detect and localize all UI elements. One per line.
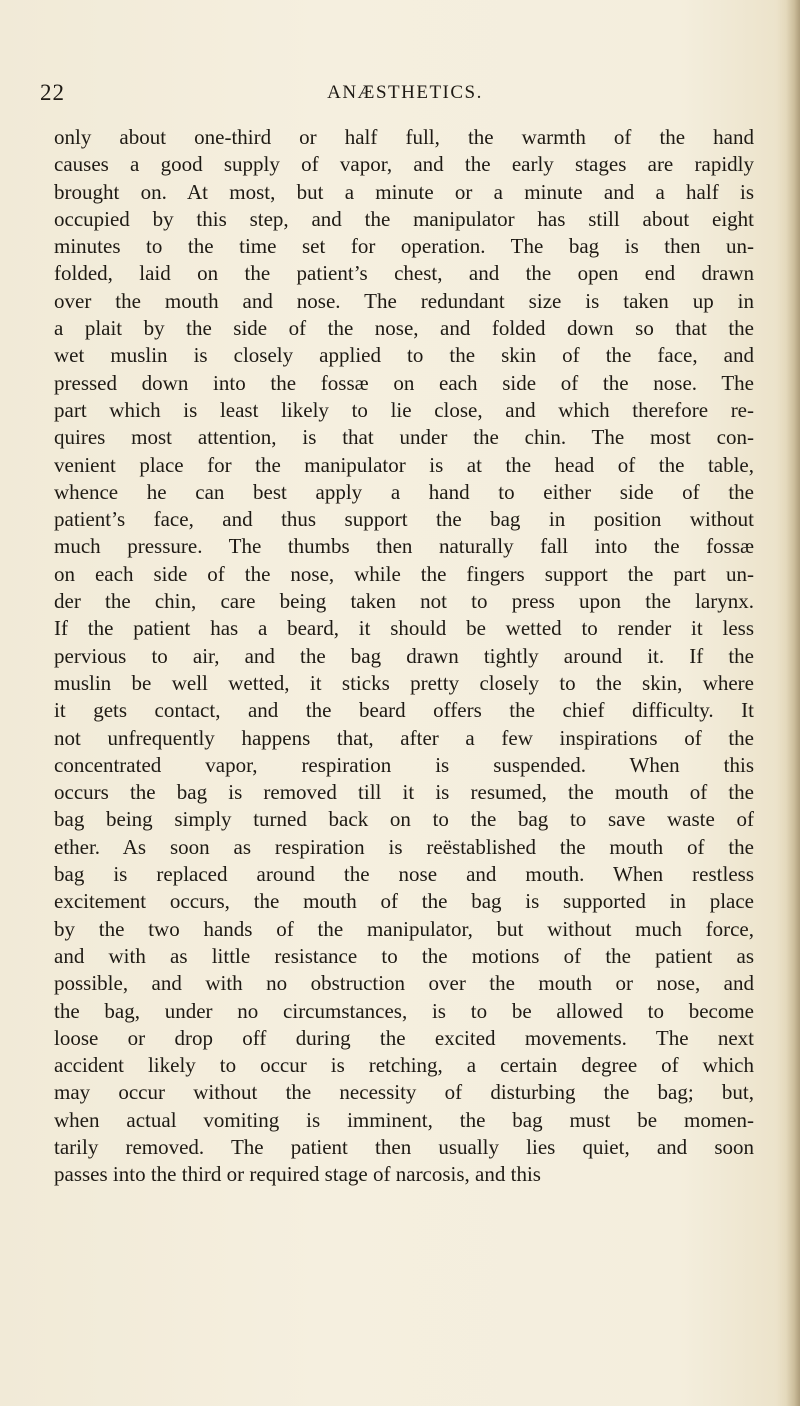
text-line: If the patient has a beard, it should be wetted to render it less (54, 616, 754, 641)
text-line: causes a good supply of vapor, and the early stages are rapidly (54, 152, 754, 177)
page-number: 22 (40, 80, 65, 105)
text-line: brought on. At most, but a minute or a minute and a half is (54, 179, 754, 204)
text-line: accident likely to occur is retching, a certain degree of which (54, 1053, 754, 1078)
text-line: der the chin, care being taken not to press upon the larynx. (54, 589, 754, 614)
text-line: loose or drop off during the excited movements. The next (54, 1025, 754, 1050)
text-line: on each side of the nose, while the fingers support the part un- (54, 561, 754, 586)
text-line: possible, and with no obstruction over the mouth or nose, and (54, 971, 754, 996)
text-line: it gets contact, and the beard offers the chief difficulty. It (54, 698, 754, 723)
text-line: only about one-third or half full, the warmth of the hand (54, 125, 754, 149)
running-head: ANÆSTHETICS. (327, 82, 483, 103)
text-line: occurs the bag is removed till it is resumed, the mouth of the (54, 780, 754, 805)
text-line: ether. As soon as respiration is reëstablished the mouth of the (54, 834, 754, 859)
text-line: venient place for the manipulator is at the head of the table, (54, 452, 754, 477)
text-line: much pressure. The thumbs then naturally fall into the fossæ (54, 534, 754, 559)
text-line: and with as little resistance to the motions of the patient as (54, 943, 754, 968)
text-line: wet muslin is closely applied to the skin of the face, and (54, 343, 754, 368)
text-line: muslin be well wetted, it sticks pretty closely to the skin, where (54, 670, 754, 695)
page-header (40, 80, 770, 112)
text-line: over the mouth and nose. The redundant size is taken up in (54, 288, 754, 313)
body-text (54, 124, 754, 1189)
text-line: patient’s face, and thus support the bag in position without (54, 507, 754, 532)
text-line: part which is least likely to lie close, and which therefore re- (54, 397, 754, 422)
text-line: excitement occurs, the mouth of the bag is supported in place (54, 889, 754, 914)
text-line: folded, laid on the patient’s chest, and the open end drawn (54, 261, 754, 286)
text-line: pressed down into the fossæ on each side of the nose. The (54, 370, 754, 395)
text-line: occupied by this step, and the manipulator has still about eight (54, 206, 754, 231)
text-line: bag being simply turned back on to the bag to save waste of (54, 807, 754, 832)
text-line: minutes to the time set for operation. The bag is then un- (54, 234, 754, 259)
text-line: may occur without the necessity of disturbing the bag; but, (54, 1080, 754, 1105)
text-line: pervious to air, and the bag drawn tightly around it. If the (54, 643, 754, 668)
text-line: concentrated vapor, respiration is suspended. When this (54, 752, 754, 777)
text-line: whence he can best apply a hand to either side of the (54, 479, 754, 504)
text-line: bag is replaced around the nose and mouth. When restless (54, 862, 754, 887)
text-line: passes into the third or required stage of narcosis, and this (54, 1162, 541, 1187)
text-line: by the two hands of the manipulator, but without much force, (54, 916, 754, 941)
text-line: quires most attention, is that under the chin. The most con- (54, 425, 754, 450)
page-edge-shadow (786, 0, 800, 1406)
text-line: the bag, under no circumstances, is to be allowed to become (54, 998, 754, 1023)
text-line: a plait by the side of the nose, and folded down so that the (54, 316, 754, 341)
text-line: tarily removed. The patient then usually lies quiet, and soon (54, 1134, 754, 1159)
text-line: when actual vomiting is imminent, the bag must be momen- (54, 1107, 754, 1132)
text-line: not unfrequently happens that, after a few inspirations of the (54, 725, 754, 750)
